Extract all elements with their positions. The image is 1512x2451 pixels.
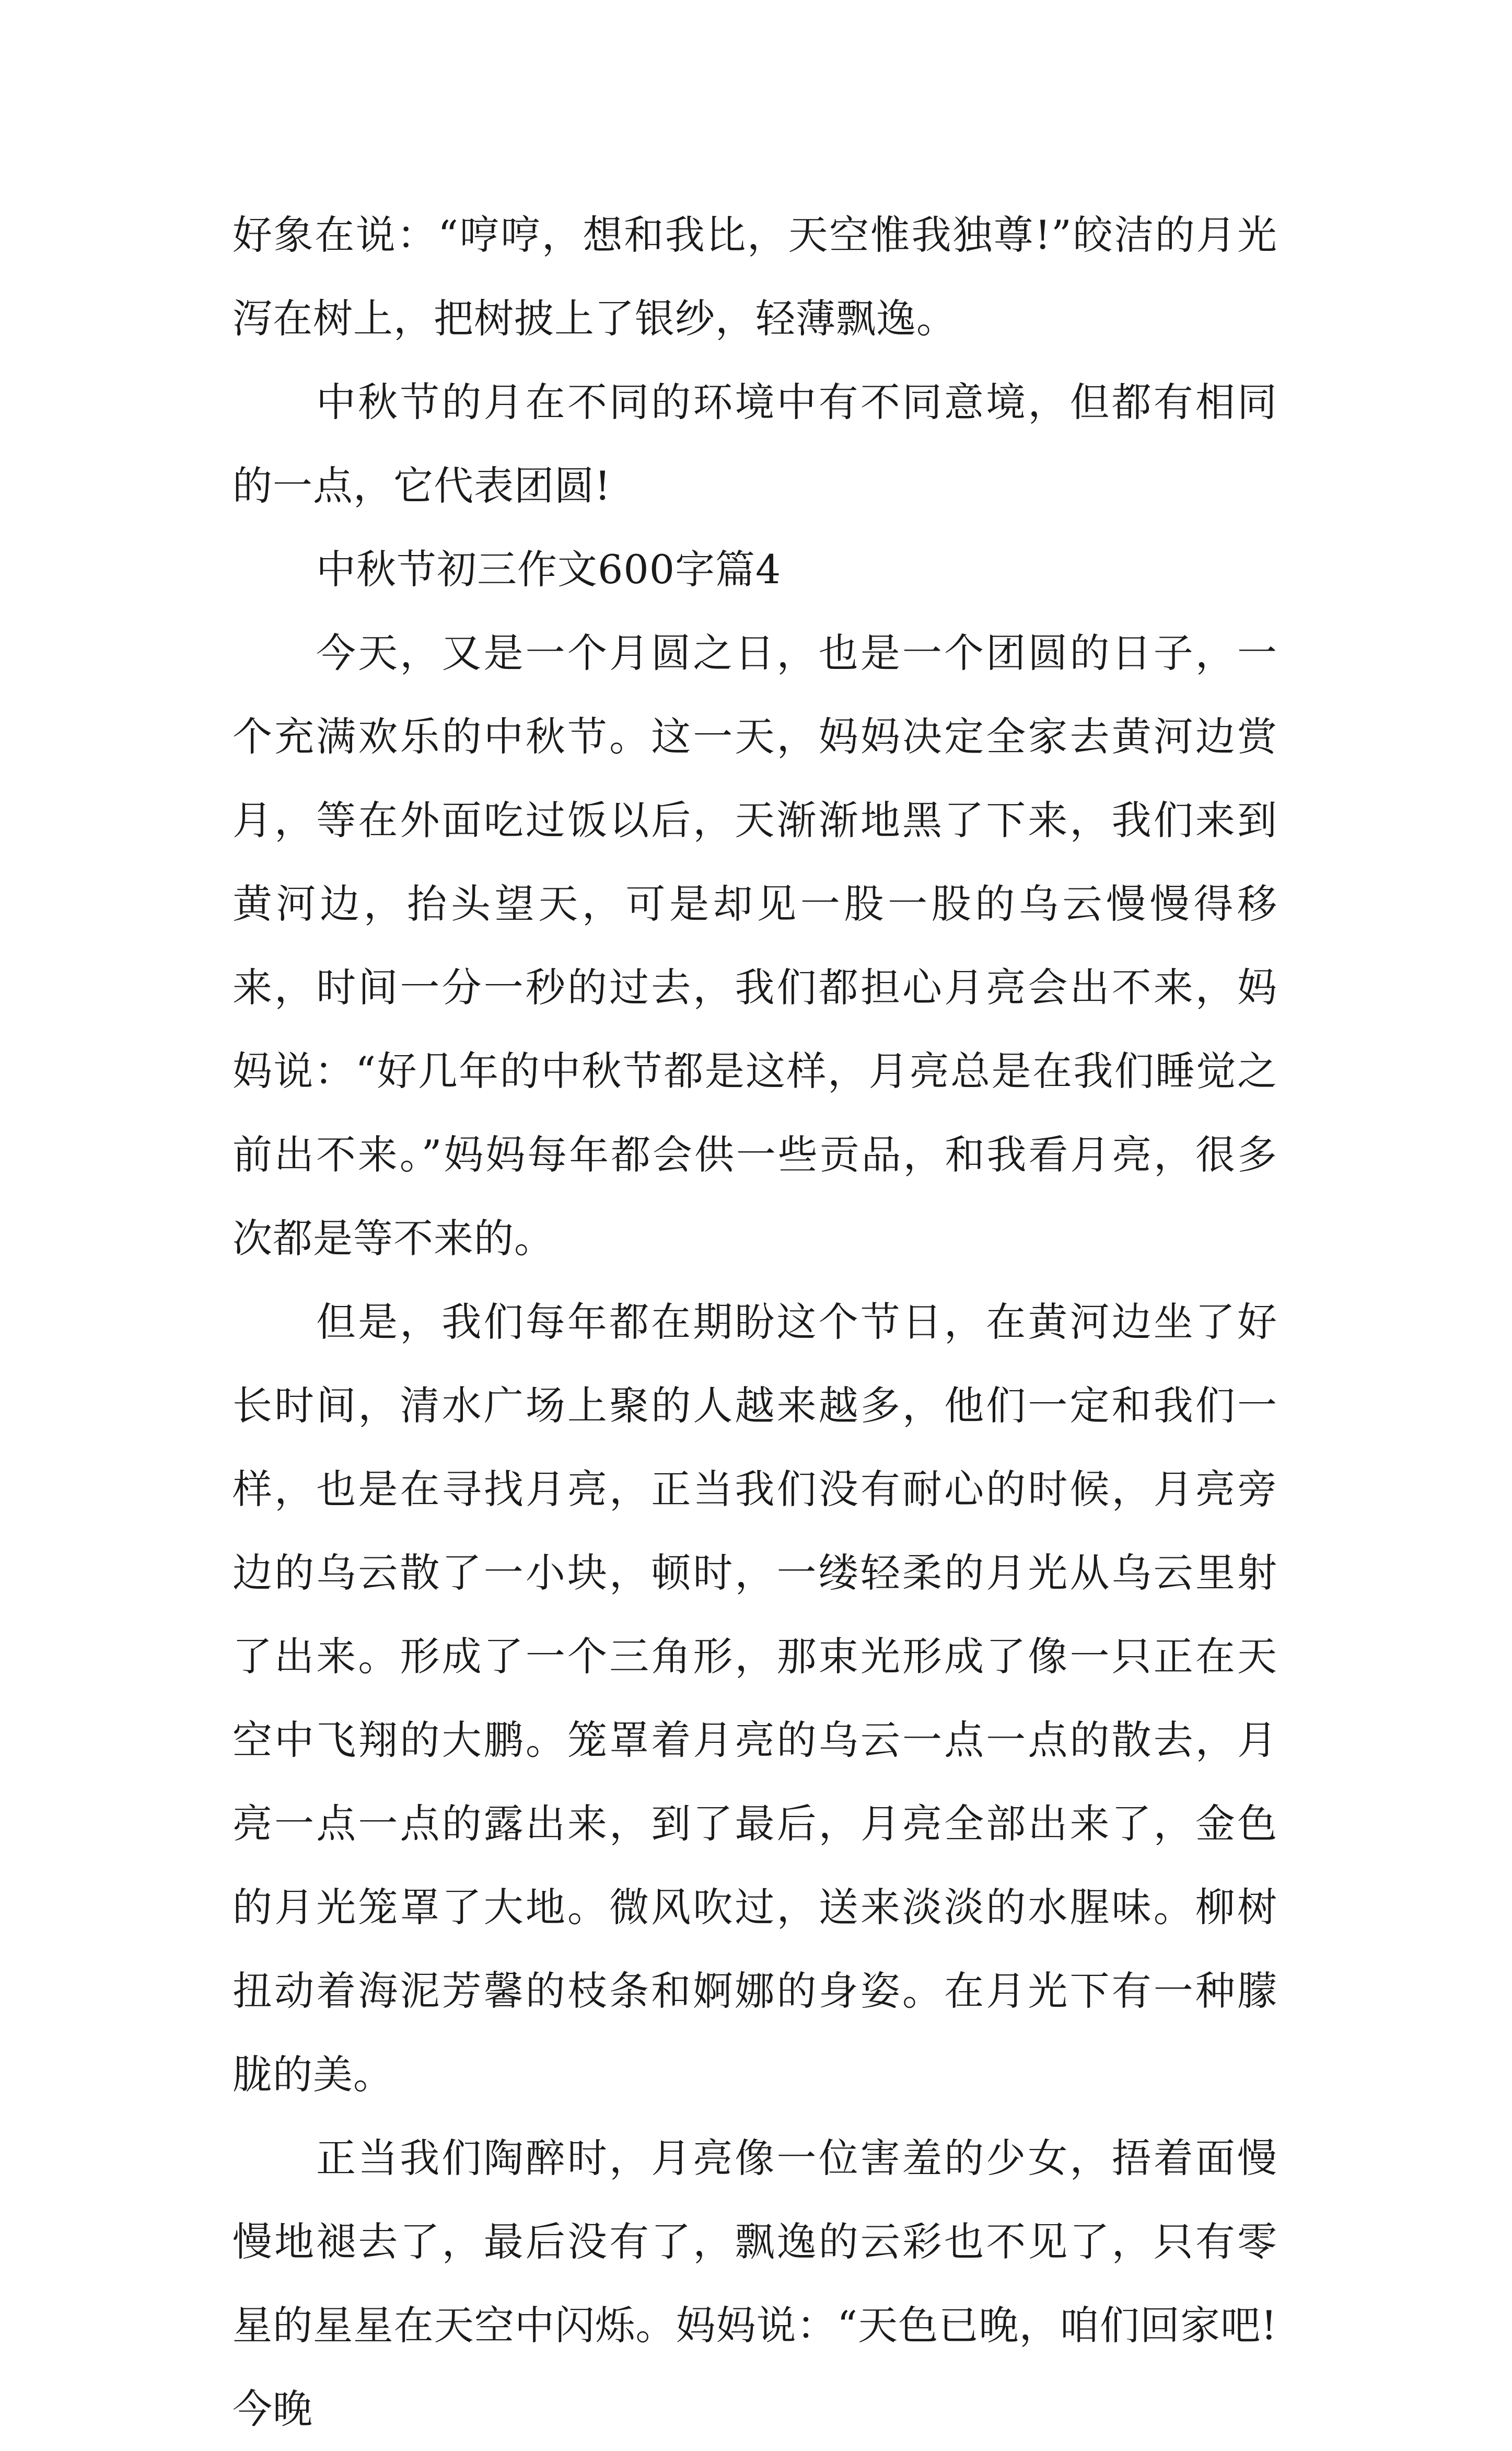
paragraph-continuation: 好象在说：“哼哼，想和我比，天空惟我独尊!”皎洁的月光泻在树上，把树披上了银纱，轻薄飘逸。 xyxy=(232,212,1277,342)
section-heading: 中秋节初三作文600字篇4 xyxy=(316,546,782,593)
paragraph-moon-appears: 但是，我们每年都在期盼这个节日，在黄河边坐了好长时间，清水广场上聚的人越来越多，他们一定和我们一样，也是在寻找月亮，正当我们没有耐心的时候，月亮旁边的乌云散了一小块，顿时，一缕轻柔的月光从乌云里射了出来。形成了一个三角形，那束光形成了像一只正在天空中飞翔的大鹏。笼罩着月亮的乌云一点一点的散去，月亮一点一点的露出来，到了最后，月亮全部出来了，金色的月光笼罩了大地。微风吹过，送来淡淡的水腥味。柳树扭动着海泥芳馨的枝条和婀娜的身姿。在月光下有一种朦胧的美。 xyxy=(232,1299,1277,2098)
paragraph-moon-retreats: 正当我们陶醉时，月亮像一位害羞的少女，捂着面慢慢地褪去了，最后没有了，飘逸的云彩也不见了，只有零星的星星在天空中闪烁。妈妈说：“天色已晚，咱们回家吧!今晚 xyxy=(232,2135,1277,2432)
paragraph-moon-meaning: 中秋节的月在不同的环境中有不同意境，但都有相同的一点，它代表团圆! xyxy=(232,379,1277,509)
document-body xyxy=(232,193,1277,2451)
paragraph-yellow-river: 今天，又是一个月圆之日，也是一个团圆的日子，一个充满欢乐的中秋节。这一天，妈妈决定全家去黄河边赏月，等在外面吃过饭以后，天渐渐地黑了下来，我们来到黄河边，抬头望天，可是却见一股一股的乌云慢慢得移来，时间一分一秒的过去，我们都担心月亮会出不来，妈妈说：“好几年的中秋节都是这样，月亮总是在我们睡觉之前出不来。”妈妈每年都会供一些贡品，和我看月亮，很多次都是等不来的。 xyxy=(232,630,1277,1262)
